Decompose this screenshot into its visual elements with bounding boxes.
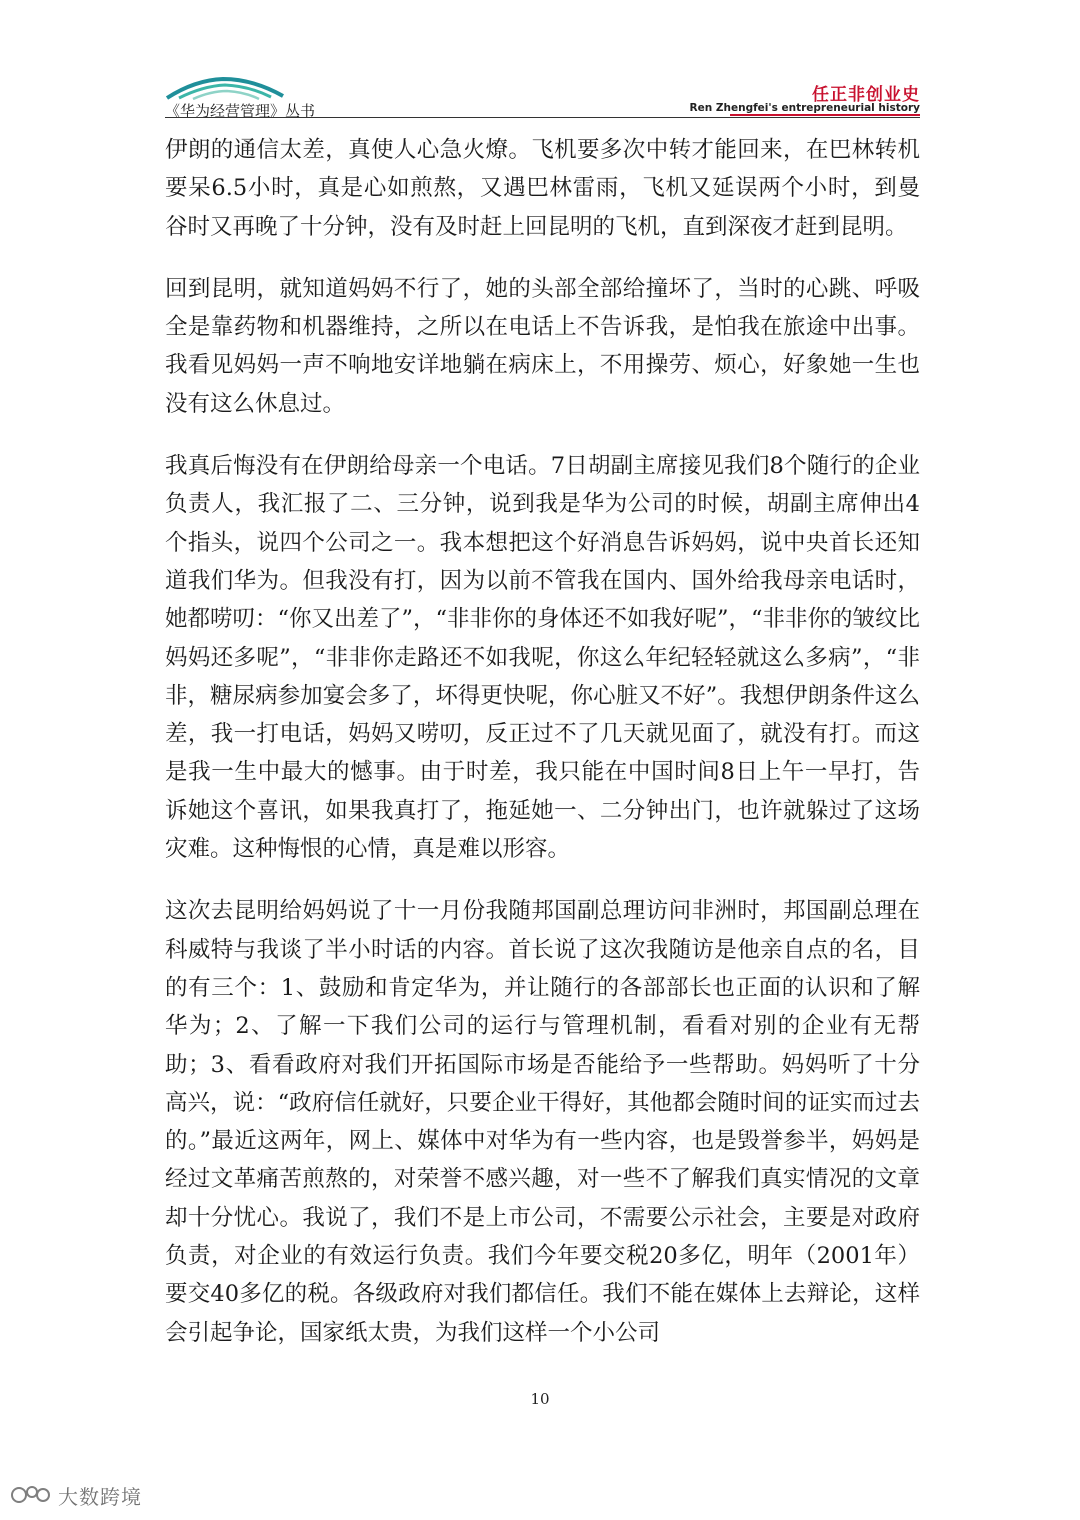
watermark	[10, 1480, 142, 1510]
series-title: 《华为经营管理》丛书	[165, 102, 316, 120]
mountain-logo-icon	[165, 76, 285, 100]
header-accent-line	[730, 114, 920, 116]
paragraph: 这次去昆明给妈妈说了十一月份我随邦国副总理访问非洲时，邦国副总理在科威特与我谈了半小时话的内容。首长说了这次我随访是他亲自点的名，目的有三个：1、鼓励和肯定华为，并让随行的各部部长也正面的认识和了解华为；2、了解一下我们公司的运行与管理机制，看看对别的企业有无帮助；3、看看政府对我们开拓国际市场是否能给予一些帮助。妈妈听了十分高兴，说：“政府信任就好，只要企业干得好，其他都会随时间的证实而过去的。”最近这两年，网上、媒体中对华为有一些内容，也是毁誉参半，妈妈是经过文革痛苦煎熬的，对荣誉不感兴趣，对一些不了解我们真实情况的文章却十分忧心。我说了，我们不是上市公司，不需要公示社会，主要是对政府负责，对企业的有效运行负责。我们今年要交税20多亿，明年（2001年）要交40多亿的税。各级政府对我们都信任。我们不能在媒体上去辩论，这样会引起争论，国家纸太贵，为我们这样一个小公司	[165, 898, 920, 1346]
book-subtitle: Ren Zhengfei's entrepreneurial history	[689, 102, 920, 114]
paragraph: 伊朗的通信太差，真使人心急火燎。飞机要多次中转才能回来，在巴林转机要呆6.5小时，真是心如煎熬，又遇巴林雷雨，飞机又延误两个小时，到曼谷时又再晚了十分钟，没有及时赶上回昆明的飞机，直到深夜才赶到昆明。	[165, 137, 920, 240]
paragraph: 我真后悔没有在伊朗给母亲一个电话。7日胡副主席接见我们8个随行的企业负责人，我汇报了二、三分钟，说到我是华为公司的时候，胡副主席伸出4个指头，说四个公司之一。我本想把这个好消息告诉妈妈，说中央首长还知道我们华为。但我没有打，因为以前不管我在国内、国外给我母亲电话时，她都唠叨：“你又出差了”，“非非你的身体还不如我好呢”，“非非你的皱纹比妈妈还多呢”，“非非你走路还不如我呢，你这么年纪轻轻就这么多病”，“非非，糖尿病参加宴会多了，坏得更快呢，你心脏又不好”。我想伊朗条件这么差，我一打电话，妈妈又唠叨，反正过不了几天就见面了，就没有打。而这是我一生中最大的憾事。由于时差，我只能在中国时间8日上午一早打，告诉她这个喜讯，如果我真打了，拖延她一、二分钟出门，也许就躲过了这场灾难。这种悔恨的心情，真是难以形容。	[165, 453, 921, 863]
page-number: 10	[530, 1390, 550, 1408]
header-divider	[165, 117, 920, 118]
body-text	[165, 131, 920, 1376]
page-header	[165, 70, 920, 120]
watermark-logo-icon	[10, 1482, 52, 1508]
paragraph: 回到昆明，就知道妈妈不行了，她的头部全部给撞坏了，当时的心跳、呼吸全是靠药物和机器维持，之所以在电话上不告诉我，是怕我在旅途中出事。我看见妈妈一声不响地安详地躺在病床上，不用操劳、烦心，好象她一生也没有这么休息过。	[165, 275, 920, 417]
watermark-text: 大数跨境	[58, 1484, 142, 1509]
book-title: 任正非创业史	[812, 85, 920, 105]
